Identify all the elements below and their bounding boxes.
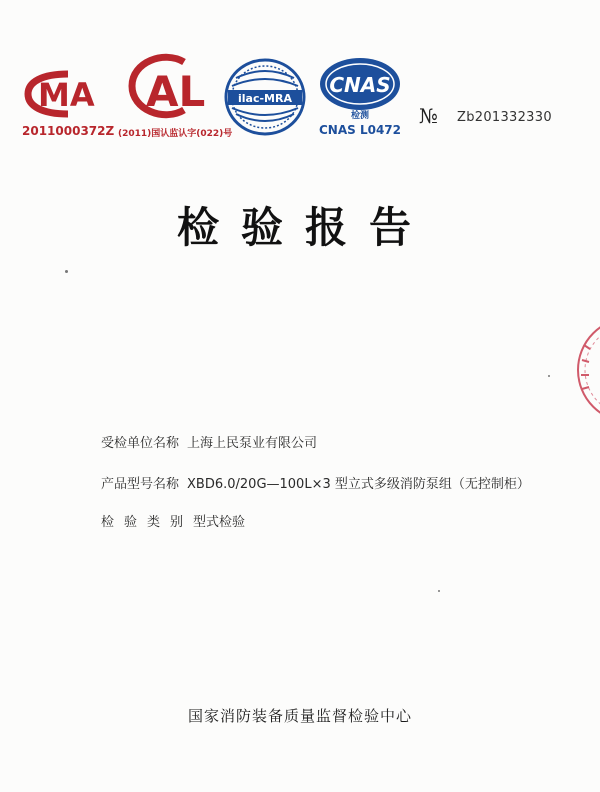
cnas-logo-text: CNAS [329,73,391,97]
cal-logo-text: AL [146,67,206,116]
field-value: XBD6.0/20G—100L×3 型立式多级消防泵组（无控制柜） [187,477,530,492]
field-label: 受检单位名称 [101,436,180,451]
field-inspected-unit [101,432,317,451]
cma-logo-icon [22,70,114,118]
report-number-value: Zb201332330 [457,110,552,125]
field-label: 产品型号名称 [101,477,180,492]
report-number-label: № [419,104,438,128]
cal-logo-icon [122,52,214,120]
cnas-logo-icon [316,54,404,122]
cma-logo-text: MA [38,76,95,114]
report-title: 检验报告 [176,203,433,252]
ilac-mra-logo-icon [222,56,308,138]
scan-speck [65,270,68,273]
cal-registration-number: (2011)国认监认字(022)号 [118,129,233,139]
ilac-mra-logo-text: ilac-MRA [238,92,292,105]
field-value: 型式检验 [193,515,246,530]
issuing-organization: 国家消防装备质量监督检验中心 [187,707,412,725]
scan-speck [548,375,550,377]
stamp-edge-icon [570,315,600,425]
cnas-registration-number: CNAS L0472 [319,123,402,137]
scan-speck [438,590,440,592]
cma-registration-number: 2011000372Z [22,124,115,138]
field-inspection-type [101,511,245,530]
field-product-model [101,473,530,492]
field-label: 检验类别 [101,515,194,530]
field-value: 上海上民泵业有限公司 [187,436,318,451]
cnas-sub-label: 检测 [350,111,370,121]
